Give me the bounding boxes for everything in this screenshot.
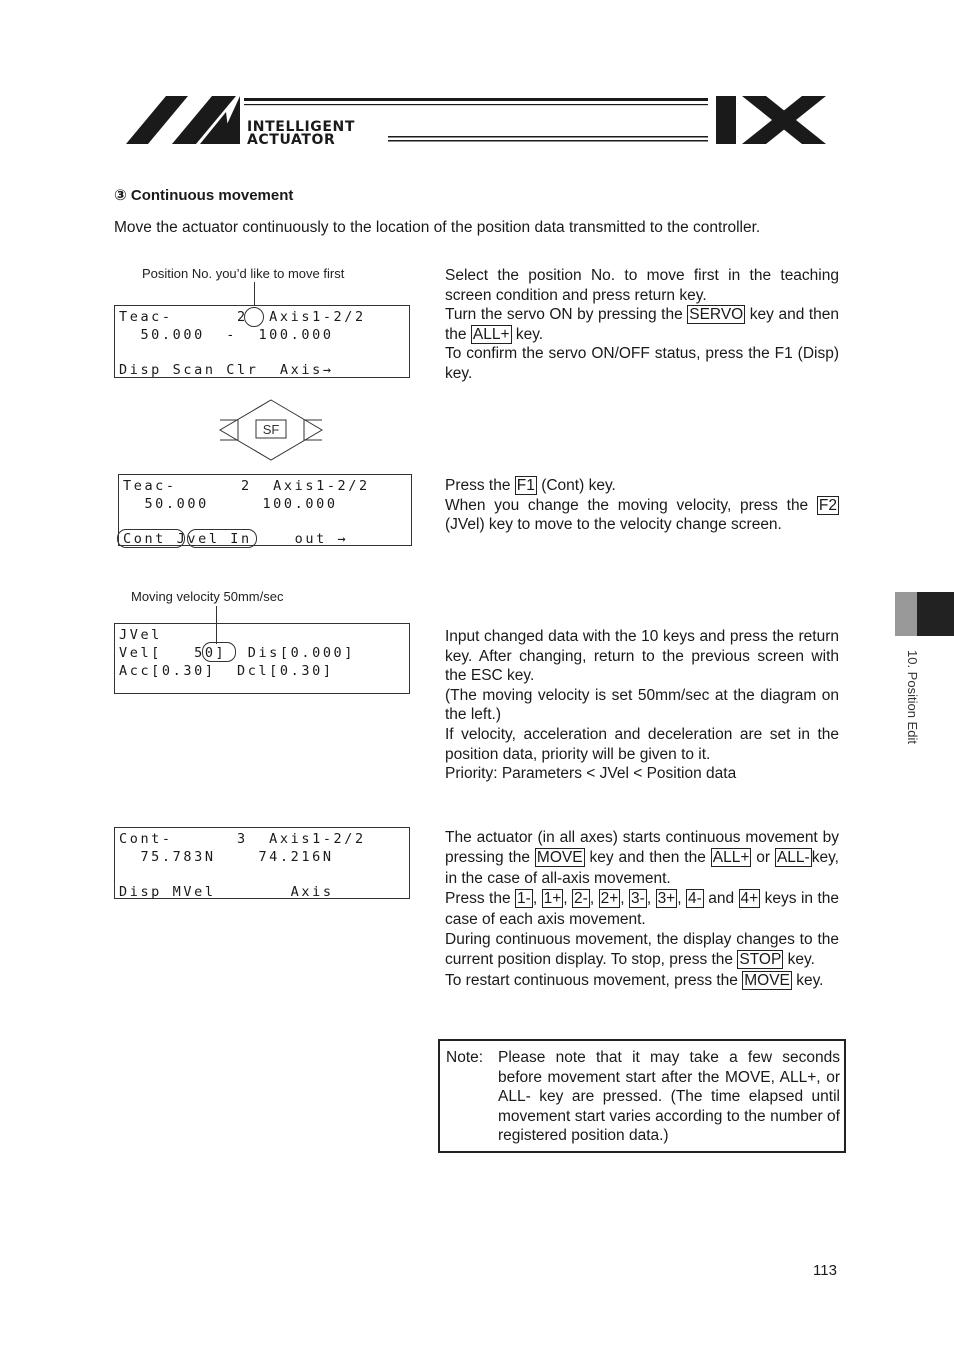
instruction-text: During continuous movement, the display changes to the current position display. To stop, press the STOP key. bbox=[445, 931, 839, 969]
all-plus-key: ALL+ bbox=[472, 325, 510, 343]
all-plus-key: ALL+ bbox=[712, 849, 750, 867]
note-label: Note: bbox=[446, 1049, 484, 1066]
move-key: MOVE bbox=[536, 849, 583, 867]
lcd-row: Disp Scan Clr Axis→ bbox=[119, 362, 334, 378]
screen3-caption: Moving velocity 50mm/sec bbox=[131, 589, 284, 604]
lcd-row: 75.783N 74.216N bbox=[119, 849, 334, 865]
section-heading bbox=[114, 186, 293, 204]
velocity-value-highlight bbox=[202, 642, 236, 662]
chapter-side-label bbox=[905, 650, 945, 790]
lcd-row: Acc[0.30] Dcl[0.30] bbox=[119, 663, 334, 679]
instruction-text: (The moving velocity is set 50mm/sec at the diagram on the left.) bbox=[445, 686, 839, 724]
instruction-text: Turn the servo ON by pressing the SERVO key and then the ALL+ key. bbox=[445, 306, 840, 343]
lcd-row: Cont Jvel In out → bbox=[123, 531, 349, 547]
axis2-minus-key: 2- bbox=[574, 890, 588, 908]
chapter-label-text: 10. Position Edit bbox=[905, 650, 920, 744]
instruction-paragraph-4 bbox=[445, 828, 839, 991]
lcd-row: Cont- 3 Axis1-2/2 bbox=[119, 831, 366, 847]
note-box bbox=[438, 1039, 846, 1153]
sf-key-diamond bbox=[218, 398, 324, 462]
instruction-text: To confirm the servo ON/OFF status, press the F1 (Disp) key. bbox=[445, 345, 839, 382]
instruction-text: Press the F1 (Cont) key. bbox=[445, 477, 616, 494]
instruction-text: Input changed data with the 10 keys and press the return key. After changing, return to the previous screen with the ESC key. bbox=[445, 628, 839, 685]
lcd-row: Teac- 2 Axis1-2/2 bbox=[119, 309, 366, 325]
cont-key-highlight bbox=[117, 529, 185, 548]
lcd-row: Disp MVel Axis bbox=[119, 884, 334, 900]
lcd-row: Vel[ 50] Dis[0.000] bbox=[119, 645, 356, 661]
chapter-tab-dark bbox=[917, 592, 954, 636]
lcd-row: 50.000 100.000 bbox=[123, 496, 338, 512]
instruction-text: To restart continuous movement, press the MOVE key. bbox=[445, 971, 824, 989]
jvel-key-highlight bbox=[187, 529, 257, 548]
caption-leader-line bbox=[254, 282, 255, 306]
instruction-paragraph-2 bbox=[445, 476, 839, 535]
instruction-text: If velocity, acceleration and deceleration are set in the position data, priority will be given to it. bbox=[445, 725, 839, 763]
lcd-row: Teac- 2 Axis1-2/2 bbox=[123, 478, 370, 494]
instruction-text: Priority: Parameters < JVel < Position data bbox=[445, 765, 737, 783]
f1-key: F1 bbox=[516, 477, 535, 494]
brand-line-2: ACTUATOR bbox=[247, 132, 336, 148]
lcd-screen-jvel bbox=[114, 623, 410, 694]
axis2-plus-key: 2+ bbox=[600, 890, 619, 908]
axis1-plus-key: 1+ bbox=[543, 890, 562, 908]
axis1-minus-key: 1- bbox=[517, 890, 531, 908]
axis4-minus-key: 4- bbox=[688, 890, 702, 908]
section-title: Continuous movement bbox=[130, 187, 294, 204]
sf-key-label: SF bbox=[262, 422, 280, 437]
note-text: Please note that it may take a few seconds before movement start after the MOVE, ALL+, or ALL- key are pressed. (The time elapsed until movement start varies according to the number of registered position data.) bbox=[498, 1049, 840, 1145]
instruction-text: When you change the moving velocity, press the F2 (JVel) key to move to the velocity change screen. bbox=[445, 496, 838, 534]
axis3-minus-key: 3- bbox=[631, 890, 645, 908]
instruction-text: Select the position No. to move first in the teaching screen condition and press return key. bbox=[445, 267, 839, 304]
lcd-screen-cont bbox=[114, 827, 410, 899]
position-number-highlight bbox=[244, 307, 264, 327]
all-minus-key: ALL- bbox=[776, 849, 810, 867]
lcd-row: 50.000 - 100.000 bbox=[119, 327, 334, 343]
instruction-paragraph-3 bbox=[445, 627, 839, 784]
instruction-text: The actuator (in all axes) starts continuous movement by pressing the MOVE key and then the ALL+ or ALL- key, in the case of all-axis movement. bbox=[445, 829, 839, 887]
move-key: MOVE bbox=[744, 971, 790, 989]
page-number: 113 bbox=[813, 1262, 837, 1279]
stop-key: STOP bbox=[739, 951, 782, 969]
section-number: ③ bbox=[114, 187, 127, 204]
intelligent-actuator-logo bbox=[126, 92, 830, 148]
brand-line-1: INTELLIGENT bbox=[247, 119, 356, 135]
axis4-plus-key: 4+ bbox=[740, 890, 759, 908]
servo-key: SERVO bbox=[689, 306, 744, 324]
axis3-plus-key: 3+ bbox=[657, 890, 676, 908]
chapter-tab-light bbox=[895, 592, 917, 636]
section-intro: Move the actuator continuously to the location of the position data transmitted to the controller. bbox=[114, 219, 761, 236]
f2-key: F2 bbox=[818, 496, 838, 514]
lcd-row: JVel bbox=[119, 627, 162, 643]
instruction-text: Press the 1- , 1+ , 2- , 2+ , 3- , 3+ , 4- and 4+ keys in the case of each axis movement. bbox=[445, 890, 840, 928]
screen1-caption: Position No. you’d like to move first bbox=[142, 266, 345, 281]
instruction-paragraph-1 bbox=[445, 266, 839, 384]
